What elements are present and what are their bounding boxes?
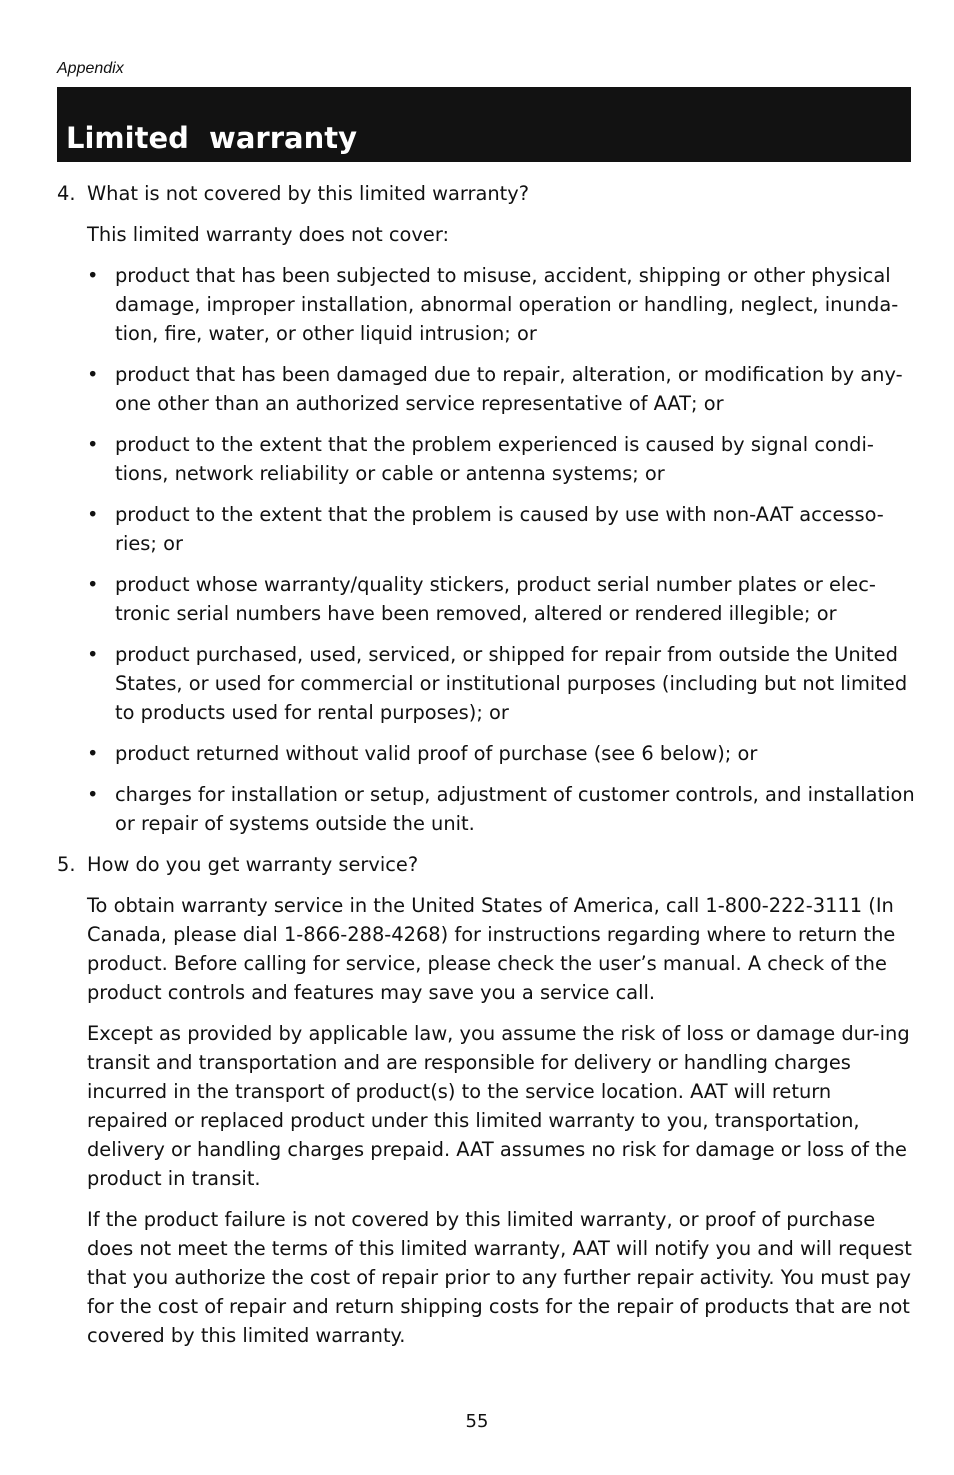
page-number: 55 xyxy=(465,1411,489,1432)
list-item-text: product purchased, used, serviced, or shipped for repair from outside the United States, or used for commercial or institutional purposes (including but not limited to products used for rental purposes); or xyxy=(115,643,908,724)
bullet-icon: • xyxy=(87,643,99,666)
page-title: Limited warranty xyxy=(66,121,358,155)
list-item-text: product whose warranty/quality stickers, product serial number plates or elec-tronic serial numbers have been removed, altered or rendered illegible; or xyxy=(115,573,876,625)
bullet-icon: • xyxy=(87,363,99,386)
list-item xyxy=(57,360,915,418)
section-label: Appendix xyxy=(57,60,124,77)
list-item xyxy=(57,640,915,727)
list-item xyxy=(57,430,915,488)
bullet-icon: • xyxy=(87,783,99,806)
question-text: What is not covered by this limited warranty? xyxy=(87,182,529,205)
risk-paragraph: Except as provided by applicable law, you assume the risk of loss or damage dur-ing transit and transportation and are responsible for delivery or handling charges incurred in the transport of product(s) to the service location. AAT will return repaired or replaced product under this limited warranty to you, transportation, delivery or handling charges prepaid. AAT assumes no risk for damage or loss of the product in transit. xyxy=(87,1022,910,1190)
exclusions-list xyxy=(57,261,915,838)
question-5 xyxy=(57,850,915,879)
bullet-icon: • xyxy=(87,742,99,765)
list-item-text: product that has been damaged due to repair, alteration, or modification by any-one other than an authorized service representative of AAT; or xyxy=(115,363,903,415)
question-4 xyxy=(57,179,915,208)
list-item-text: product that has been subjected to misuse, accident, shipping or other physical damage, improper installation, abnormal operation or handling, neglect, inunda-tion, fire, water, or other liquid intrusion; or xyxy=(115,264,899,345)
list-item xyxy=(57,500,915,558)
list-item-text: product to the extent that the problem experienced is caused by signal condi-tions, network reliability or cable or antenna systems; or xyxy=(115,433,874,485)
service-paragraph: To obtain warranty service in the United States of America, call 1-800-222-3111 (In Canada, please dial 1-866-288-4268) for instructions regarding where to return the product. Before calling for service, please check the user’s manual. A check of the product controls and features may save you a service call. xyxy=(87,894,896,1004)
intro-paragraph: This limited warranty does not cover: xyxy=(87,223,449,246)
question-text: How do you get warranty service? xyxy=(87,853,419,876)
warranty-content xyxy=(57,179,915,1350)
list-item xyxy=(57,261,915,348)
cost-paragraph: If the product failure is not covered by this limited warranty, or proof of purchase does not meet the terms of this limited warranty, AAT will notify you and will request that you authorize the cost of repair prior to any further repair activity. You must pay for the cost of repair and return shipping costs for the repair of products that are not covered by this limited warranty. xyxy=(87,1208,912,1347)
question-number: 5. xyxy=(57,853,76,876)
list-item-text: product to the extent that the problem is caused by use with non-AAT accesso-ries; or xyxy=(115,503,884,555)
bullet-icon: • xyxy=(87,433,99,456)
bullet-icon: • xyxy=(87,573,99,596)
title-bar xyxy=(57,87,911,162)
list-item xyxy=(57,739,915,768)
question-number: 4. xyxy=(57,182,76,205)
list-item xyxy=(57,780,915,838)
list-item-text: charges for installation or setup, adjustment of customer controls, and installation or repair of systems outside the unit. xyxy=(115,783,915,835)
list-item xyxy=(57,570,915,628)
list-item-text: product returned without valid proof of purchase (see 6 below); or xyxy=(115,742,758,765)
bullet-icon: • xyxy=(87,503,99,526)
bullet-icon: • xyxy=(87,264,99,287)
